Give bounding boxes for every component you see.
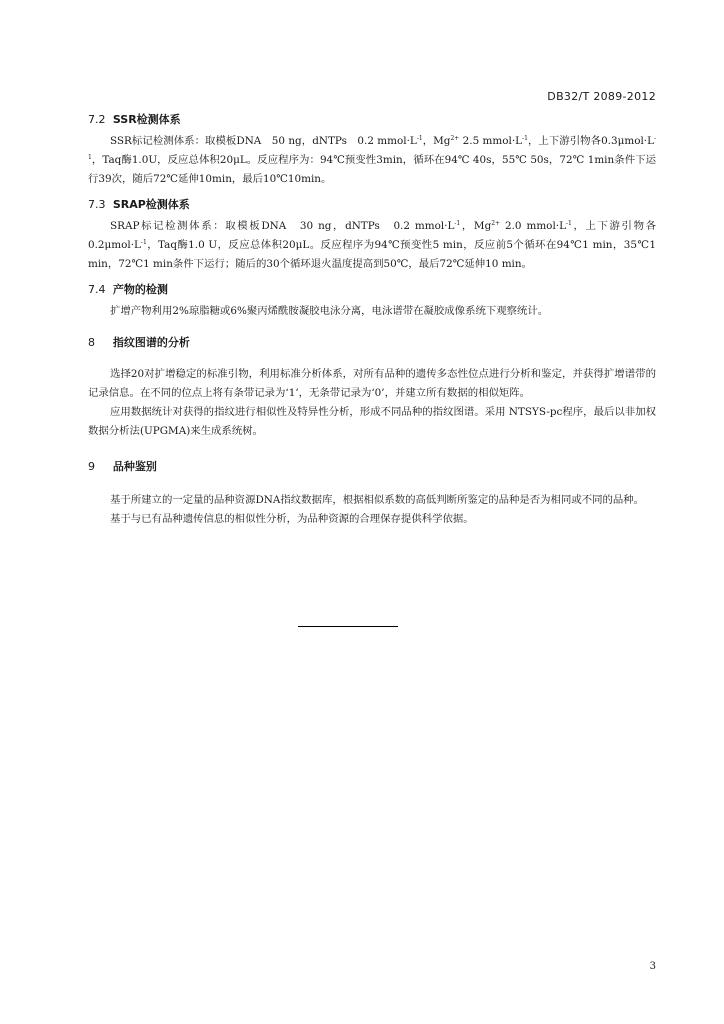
page-number: 3 bbox=[649, 961, 656, 972]
section-number: 8 bbox=[88, 336, 95, 349]
section-8-heading bbox=[88, 335, 656, 351]
section-8-paragraph-2: 应用数据统计对获得的指纹进行相似性及特异性分析，形成不同品种的指纹图谱。采用 NTSYS-pc程序，最后以非加权数据分析法(UPGMA)来生成系统树。 bbox=[88, 406, 656, 437]
superscript: -1 bbox=[522, 135, 528, 142]
section-number: 7.4 bbox=[88, 283, 106, 296]
section-7-4-paragraph: 扩增产物利用2%琼脂糖或6%聚丙烯酰胺凝胶电泳分离，电泳谱带在凝胶成像系统下观察统计。 bbox=[110, 305, 549, 317]
text-run: ，上下游引物各0.2μmol·L bbox=[88, 220, 657, 251]
document-body bbox=[88, 112, 656, 529]
text-run: SSR标记检测体系：取模板DNA 50 ng，dNTPs 0.2 mmol·L bbox=[110, 135, 417, 147]
section-7-3-heading bbox=[88, 197, 656, 213]
superscript: -1 bbox=[565, 220, 572, 227]
section-title: SRAP检测体系 bbox=[112, 198, 190, 211]
section-7-2-heading bbox=[88, 112, 656, 128]
text-run: SRAP标记检测体系：取模板DNA 30 ng，dNTPs 0.2 mmol·L bbox=[110, 220, 455, 232]
text-run: 2.5 mmol·L bbox=[459, 135, 523, 147]
end-of-document-rule bbox=[298, 626, 398, 627]
text-run: ，上下游引物各0.3μmol·L bbox=[527, 135, 654, 147]
section-title: SSR检测体系 bbox=[112, 113, 181, 126]
section-7-3-paragraph bbox=[88, 217, 656, 274]
section-7-4-heading bbox=[88, 282, 656, 298]
superscript: -1 bbox=[88, 135, 657, 161]
section-9-heading bbox=[88, 459, 656, 475]
section-number: 9 bbox=[88, 460, 95, 473]
section-8-paragraph-1: 选择20对扩增稳定的标准引物，利用标准分析体系，对所有品种的遗传多态性位点进行分析和鉴定，并获得扩增谱带的记录信息。在不同的位点上将有条带记录为‘1’，无条带记录为‘0’，并建立所有数据的相似矩阵。 bbox=[88, 368, 656, 399]
superscript: -1 bbox=[454, 220, 461, 227]
superscript: 2+ bbox=[491, 220, 501, 227]
superscript: 2+ bbox=[450, 135, 460, 142]
section-title: 品种鉴别 bbox=[112, 460, 157, 473]
superscript: -1 bbox=[140, 239, 147, 246]
section-number: 7.2 bbox=[88, 113, 106, 126]
section-title: 产物的检测 bbox=[112, 283, 168, 296]
text-run: ，Taq酶1.0 U，反应总体积20μL。反应程序为94℃预变性5 min，反应前5个循环在94℃1 min，35℃1 min，72℃1 min条件下运行；随后的30个循环退火温度提高到50℃，最后72℃延伸10 min。 bbox=[88, 239, 656, 270]
section-7-2-paragraph bbox=[88, 132, 656, 189]
section-9-paragraph-1: 基于所建立的一定量的品种资源DNA指纹数据库，根据相似系数的高低判断所鉴定的品种是否为相同或不同的品种。 bbox=[110, 494, 645, 506]
text-run: ，Mg bbox=[460, 220, 492, 232]
text-run: 2.0 mmol·L bbox=[500, 220, 566, 232]
text-run: ，Taq酶1.0U，反应总体积20μL。反应程序为：94℃预变性3min，循环在94℃ 40s，55℃ 50s，72℃ 1min条件下运行39次，随后72℃延伸10min，最后10℃10min。 bbox=[88, 154, 656, 185]
text-run: ，Mg bbox=[422, 135, 451, 147]
section-number: 7.3 bbox=[88, 198, 106, 211]
document-code: DB32/T 2089-2012 bbox=[547, 90, 656, 103]
section-title: 指纹图谱的分析 bbox=[112, 336, 190, 349]
superscript: -1 bbox=[416, 135, 423, 142]
section-9-paragraph-2: 基于与已有品种遗传信息的相似性分析，为品种资源的合理保存提供科学依据。 bbox=[110, 513, 474, 525]
